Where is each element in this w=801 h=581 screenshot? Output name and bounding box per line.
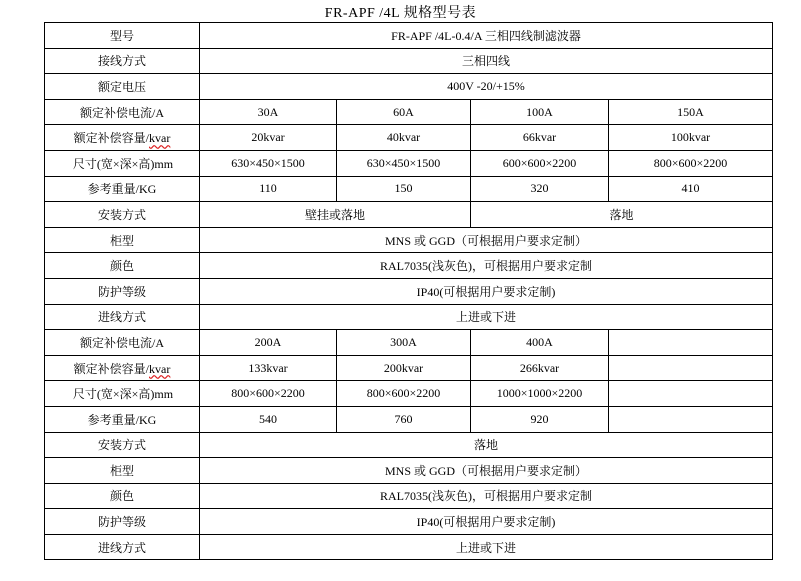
- cell-current: 30A: [200, 99, 337, 125]
- cell-current: 100A: [471, 99, 609, 125]
- cell-size-empty: [609, 381, 773, 407]
- cell-weight: 540: [200, 406, 337, 432]
- label-cable: 进线方式: [45, 534, 200, 560]
- cell-capacity: 200kvar: [337, 355, 471, 381]
- table-row-install-1: [45, 202, 773, 228]
- spec-table: [44, 22, 773, 560]
- cell-size: 630×450×1500: [337, 150, 471, 176]
- table-row-capacity-1: [45, 125, 773, 151]
- label-capacity-prefix: 额定补偿容量/: [73, 361, 149, 376]
- cell-weight: 110: [200, 176, 337, 202]
- label-model: 型号: [45, 23, 200, 49]
- label-capacity: [45, 125, 200, 151]
- label-install: 安装方式: [45, 432, 200, 458]
- cell-current-empty: [609, 330, 773, 356]
- cell-current: 60A: [337, 99, 471, 125]
- label-weight: 参考重量/KG: [45, 406, 200, 432]
- label-wiring: 接线方式: [45, 48, 200, 74]
- cell-size: 800×600×2200: [200, 381, 337, 407]
- cell-size: 800×600×2200: [609, 150, 773, 176]
- label-cable: 进线方式: [45, 304, 200, 330]
- table-row-current-1: [45, 99, 773, 125]
- cell-weight: 150: [337, 176, 471, 202]
- label-capacity-prefix: 额定补偿容量/: [73, 131, 149, 146]
- cell-weight-empty: [609, 406, 773, 432]
- cell-current: 300A: [337, 330, 471, 356]
- table-row-size-1: [45, 150, 773, 176]
- table-row-cabinet-2: [45, 458, 773, 484]
- cell-weight: 760: [337, 406, 471, 432]
- label-size: 尺寸(宽×深×高)mm: [45, 150, 200, 176]
- table-row-color-1: [45, 253, 773, 279]
- table-row-voltage: [45, 74, 773, 100]
- cell-current: 150A: [609, 99, 773, 125]
- label-capacity: [45, 355, 200, 381]
- table-row-weight-1: [45, 176, 773, 202]
- cell-size: 1000×1000×2200: [471, 381, 609, 407]
- cell-current: 400A: [471, 330, 609, 356]
- cell-weight: 320: [471, 176, 609, 202]
- value-color: RAL7035(浅灰色)，可根据用户要求定制: [200, 253, 773, 279]
- value-cable: 上进或下进: [200, 304, 773, 330]
- table-row-cabinet-1: [45, 227, 773, 253]
- table-row-install-2: [45, 432, 773, 458]
- label-current: 额定补偿电流/A: [45, 99, 200, 125]
- cell-capacity: 40kvar: [337, 125, 471, 151]
- cell-size: 600×600×2200: [471, 150, 609, 176]
- table-row-size-2: [45, 381, 773, 407]
- table-row-protection-2: [45, 509, 773, 535]
- value-install-floor: 落地: [471, 202, 773, 228]
- cell-weight: 410: [609, 176, 773, 202]
- label-current: 额定补偿电流/A: [45, 330, 200, 356]
- cell-capacity: 100kvar: [609, 125, 773, 151]
- label-cabinet: 柜型: [45, 458, 200, 484]
- label-color: 颜色: [45, 253, 200, 279]
- table-row-color-2: [45, 483, 773, 509]
- value-color: RAL7035(浅灰色)，可根据用户要求定制: [200, 483, 773, 509]
- label-color: 颜色: [45, 483, 200, 509]
- label-capacity-unit: kvar: [149, 131, 171, 146]
- cell-capacity: 266kvar: [471, 355, 609, 381]
- label-cabinet: 柜型: [45, 227, 200, 253]
- value-wiring: 三相四线: [200, 48, 773, 74]
- cell-capacity: 66kvar: [471, 125, 609, 151]
- cell-weight: 920: [471, 406, 609, 432]
- cell-current: 200A: [200, 330, 337, 356]
- table-row-current-2: [45, 330, 773, 356]
- label-capacity-unit: kvar: [149, 361, 171, 376]
- cell-capacity-empty: [609, 355, 773, 381]
- label-protection: 防护等级: [45, 278, 200, 304]
- cell-capacity: 133kvar: [200, 355, 337, 381]
- table-row-wiring: [45, 48, 773, 74]
- cell-size: 800×600×2200: [337, 381, 471, 407]
- cell-capacity: 20kvar: [200, 125, 337, 151]
- value-voltage: 400V -20/+15%: [200, 74, 773, 100]
- value-cable: 上进或下进: [200, 534, 773, 560]
- value-cabinet: MNS 或 GGD（可根据用户要求定制）: [200, 458, 773, 484]
- table-row-cable-1: [45, 304, 773, 330]
- cell-size: 630×450×1500: [200, 150, 337, 176]
- label-install: 安装方式: [45, 202, 200, 228]
- table-row-model: [45, 23, 773, 49]
- table-row-cable-2: [45, 534, 773, 560]
- value-model: FR-APF /4L-0.4/A 三相四线制滤波器: [200, 23, 773, 49]
- table-row-capacity-2: [45, 355, 773, 381]
- value-install-floor: 落地: [200, 432, 773, 458]
- value-protection: IP40(可根据用户要求定制): [200, 509, 773, 535]
- table-row-weight-2: [45, 406, 773, 432]
- page-title: FR-APF /4L 规格型号表: [324, 6, 477, 21]
- label-size: 尺寸(宽×深×高)mm: [45, 381, 200, 407]
- label-voltage: 额定电压: [45, 74, 200, 100]
- value-cabinet: MNS 或 GGD（可根据用户要求定制）: [200, 227, 773, 253]
- label-protection: 防护等级: [45, 509, 200, 535]
- label-weight: 参考重量/KG: [45, 176, 200, 202]
- value-install-wall-floor: 壁挂或落地: [200, 202, 471, 228]
- table-row-protection-1: [45, 278, 773, 304]
- value-protection: IP40(可根据用户要求定制): [200, 278, 773, 304]
